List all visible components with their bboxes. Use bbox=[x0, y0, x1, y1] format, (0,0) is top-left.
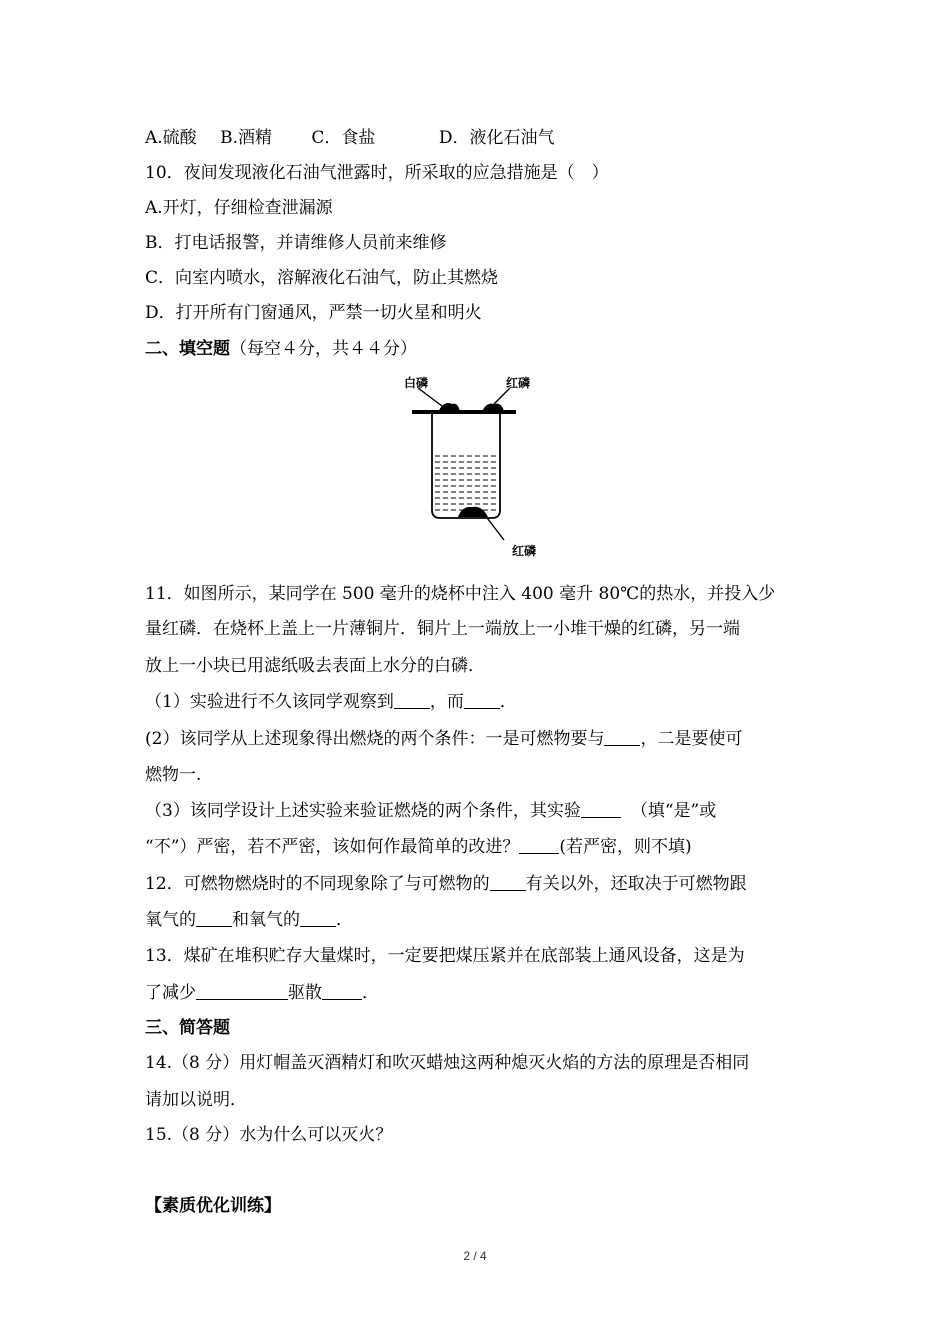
q11-part-2-text-2: ，二是要使可 bbox=[640, 729, 743, 749]
blank bbox=[196, 910, 232, 927]
q14-line-1: 14.（8 分）用灯帽盖灭酒精灯和吹灭蜡烛这两种熄灭火焰的方法的原理是否相同 bbox=[145, 1053, 750, 1073]
blank bbox=[490, 874, 526, 891]
label-red-phosphorus-bottom: 红磷 bbox=[512, 544, 537, 558]
blank bbox=[196, 983, 288, 1000]
q11-part-1-end: ． bbox=[499, 692, 517, 712]
q10-option-c: C．向室内喷水，溶解液化石油气，防止其燃烧 bbox=[145, 268, 499, 288]
q13-line-2 bbox=[145, 982, 379, 1004]
q11-part-1-text: （1）实验进行不久该同学观察到 bbox=[145, 692, 394, 712]
q9-option-b: B.酒精 bbox=[220, 128, 272, 148]
blank bbox=[464, 692, 500, 709]
page-number: 2 / 4 bbox=[463, 1249, 487, 1263]
q12-text-1: 12．可燃物燃烧时的不同现象除了与可燃物的 bbox=[145, 874, 490, 894]
blank bbox=[519, 837, 559, 854]
q11-part-3-text-4: (若严密，则不填) bbox=[559, 837, 692, 857]
q12-line-1 bbox=[145, 873, 747, 895]
q11-part-1 bbox=[145, 691, 517, 713]
section-2-note: （每空４分，共４４分） bbox=[230, 339, 417, 359]
blank bbox=[322, 983, 362, 1000]
section-2-title: 二、填空题 bbox=[145, 339, 230, 359]
q11-part-3-text-3: “不”）严密，若不严密，该如何作最简单的改进？ bbox=[145, 837, 520, 857]
blank bbox=[300, 910, 336, 927]
q11-part-2-text: (2）该同学从上述现象得出燃烧的两个条件：一是可燃物要与 bbox=[145, 729, 605, 749]
q11-part-3 bbox=[145, 800, 716, 822]
copper-plate bbox=[412, 410, 516, 414]
q11-line-2: 量红磷．在烧杯上盖上一片薄铜片．铜片上一端放上一小堆干燥的红磷，另一端 bbox=[145, 619, 740, 639]
blank bbox=[394, 692, 430, 709]
q13-text-2: 驱散 bbox=[288, 983, 322, 1003]
q11-part-3-text: （3）该同学设计上述实验来验证燃烧的两个条件，其实验 bbox=[145, 801, 581, 821]
q11-line-3: 放上一小块已用滤纸吸去表面上水分的白磷． bbox=[145, 656, 485, 676]
q12-text-3: 氧气的 bbox=[145, 910, 196, 930]
beaker-diagram bbox=[400, 372, 550, 562]
section-4-title: 【素质优化训练】 bbox=[145, 1196, 281, 1216]
section-2-heading bbox=[145, 338, 417, 360]
q11-line-1: 11．如图所示，某同学在 500 毫升的烧杯中注入 400 毫升 80℃的热水，并投入少 bbox=[145, 584, 776, 604]
q10-option-d: D．打开所有门窗通风，严禁一切火星和明火 bbox=[145, 303, 482, 323]
q9-option-c: C．食盐 bbox=[311, 128, 376, 148]
q11-part-1-text-2: ，而 bbox=[429, 692, 464, 712]
q11-part-3-text-2: （填“是”或 bbox=[630, 801, 717, 821]
beaker-outline bbox=[432, 414, 500, 518]
q13-end: ． bbox=[362, 983, 379, 1003]
q12-line-2 bbox=[145, 909, 353, 931]
q15-line-1: 15.（8 分）水为什么可以灭火？ bbox=[145, 1125, 393, 1145]
q12-end: ． bbox=[336, 910, 353, 930]
q10-stem: 10．夜间发现液化石油气泄露时，所采取的应急措施是（ ） bbox=[145, 163, 609, 183]
q11-part-2 bbox=[145, 728, 742, 750]
q14-line-2: 请加以说明． bbox=[145, 1090, 247, 1110]
q11-part-3-line-2 bbox=[145, 836, 692, 858]
q9-option-d: D．液化石油气 bbox=[438, 128, 555, 148]
q12-text-4: 和氧气的 bbox=[232, 910, 300, 930]
label-red-phosphorus-top: 红磷 bbox=[506, 376, 531, 390]
q10-option-b: B．打电话报警，并请维修人员前来维修 bbox=[145, 233, 447, 253]
q9-options bbox=[145, 127, 554, 149]
blank bbox=[604, 729, 640, 746]
q13-line-1: 13．煤矿在堆积贮存大量煤时，一定要把煤压紧并在底部装上通风设备，这是为 bbox=[145, 946, 745, 966]
blank bbox=[581, 801, 621, 818]
beaker-figure bbox=[400, 372, 550, 562]
red-phosphorus-pile-bottom bbox=[458, 507, 488, 517]
q11-part-2-line-2: 燃物一. bbox=[145, 765, 202, 785]
q10-option-a: A.开灯，仔细检查泄漏源 bbox=[145, 198, 333, 218]
label-white-phosphorus: 白磷 bbox=[404, 376, 429, 390]
q9-option-a: A.硫酸 bbox=[145, 128, 197, 148]
q13-text-1: 了减少 bbox=[145, 983, 196, 1003]
q12-text-2: 有关以外，还取决于可燃物跟 bbox=[525, 874, 747, 894]
section-3-title: 三、简答题 bbox=[145, 1018, 230, 1038]
